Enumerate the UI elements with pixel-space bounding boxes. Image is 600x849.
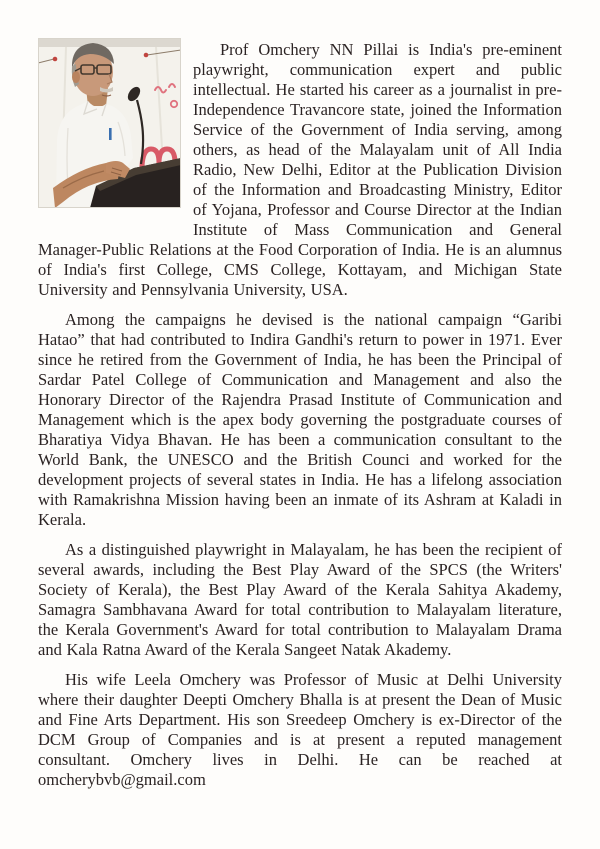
email-address: omcherybvb@gmail.com	[38, 770, 206, 789]
bio-paragraph-2: Among the campaigns he devised is the national campaign “Garibi Hatao” that had contributed to Indira Gandhi's return to power in 1971. Ever since he retired from the Government of India, he has been the Principal of Sardar Patel College of Communication and Management and also the Honorary Director of the Rajendra Prasad Institute of Communication and Management which is the apex body governing the postgraduate courses of Bharatiya Vidya Bhavan. He has been a communication consultant to the World Bank, the UNESCO and the British Counci and worked for the development projects of several states in India. He has a lifelong association with Ramakrishna Mission having been an inmate of its Ashram at Kaladi in Kerala.	[38, 310, 562, 529]
bio-paragraph-4-text: His wife Leela Omchery was Professor of Music at Delhi University where their daughter Deepti Omchery Bhalla is at present the Dean of Music and Fine Arts Department. His son Sreedeep Omchery is ex-Director of the DCM Group of Companies and is at present a reputed management consultant. Omchery lives in Delhi. He can be reached at	[38, 670, 562, 769]
bio-paragraph-4	[38, 670, 562, 790]
portrait-photo	[38, 38, 181, 208]
speaker-at-podium-illustration	[38, 38, 181, 208]
bio-paragraph-3: As a distinguished playwright in Malayalam, he has been the recipient of several awards, including the Best Play Award of the SPCS (the Writers' Society of Kerala), the Best Play Award of the Kerala Sahitya Akademy, Samagra Sambhavana Award for total contribution to Malayalam literature, the Kerala Government's Award for total contribution to Malayalam Drama and Kala Ratna Award of the Kerala Sangeet Natak Akademy.	[38, 540, 562, 659]
bio-paragraph-1: Prof Omchery NN Pillai is India's pre-eminent playwright, communication expert and public intellectual. He started his career as a journalist in pre-Independence Travancore state, joined the Information Service of the Government of India serving, among others, as head of the Malayalam unit of All India Radio, New Delhi, Editor at the Publication Division of the Information and Broadcasting Ministry, Editor of Yojana, Professor and Course Director at the Indian Institute of Mass Communication and General Manager-Public Relations at the Food Corporation of India. He is an alumnus of India's first College, CMS College, Kottayam, and Michigan State University and Pennsylvania University, USA.	[38, 40, 562, 299]
